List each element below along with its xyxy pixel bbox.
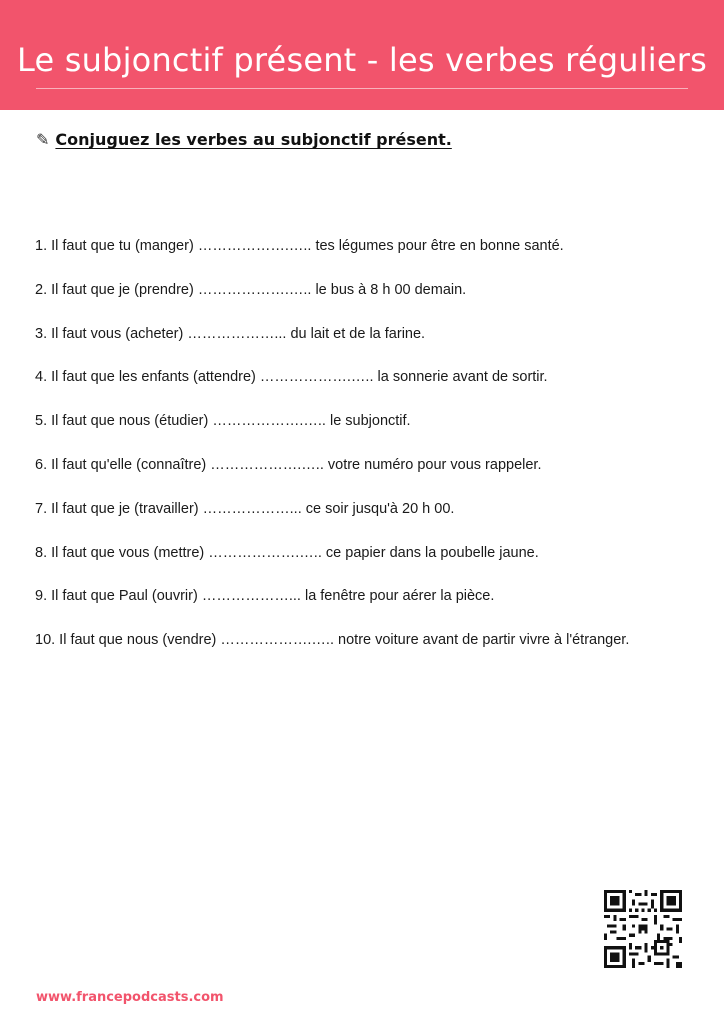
answer-blank: ………………... [201,588,301,605]
exercise-continuation: le bus à 8 h 00 demain. [315,281,467,298]
answer-blank: ……………….….. [220,632,334,649]
qr-code-icon[interactable] [604,890,682,968]
exercise-prompt: 5. Il faut que nous (étudier) [35,413,209,430]
exercise-prompt: 1. Il faut que tu (manger) [35,238,194,254]
exercise-prompt: 2. Il faut que je (prendre) [35,281,194,298]
exercise-continuation: votre numéro pour vous rappeler. [327,456,542,473]
exercise-item [35,323,695,367]
exercise-continuation: tes légumes pour être en bonne santé. [315,238,564,254]
exercise-prompt: 3. Il faut vous (acheter) [35,325,184,342]
exercise-item [35,542,695,586]
pencil-icon: ✎ [36,130,50,149]
exercise-prompt: 4. Il faut que les enfants (attendre) [35,369,256,386]
exercise-item [35,410,695,454]
exercise-item [35,279,695,323]
exercise-item [35,235,695,279]
answer-blank: ……………….….. [197,238,312,254]
answer-blank: ………………... [202,500,302,517]
answer-blank: ……………….….. [259,369,374,386]
header-banner [0,0,724,110]
answer-blank: ……………….….. [197,281,312,298]
exercise-prompt: 7. Il faut que je (travailler) [35,500,199,517]
answer-blank: ………………... [187,325,287,342]
exercise-prompt: 9. Il faut que Paul (ouvrir) [35,588,198,605]
exercise-item [35,585,695,629]
exercise-item [35,454,695,498]
header-divider [36,88,688,89]
page-title: Le subjonctif présent - les verbes réguliers [16,41,708,79]
answer-blank: ……………….….. [212,413,326,430]
exercise-continuation: le subjonctif. [329,413,411,430]
footer-website-link[interactable]: www.francepodcasts.com [36,990,224,1005]
exercise-item [35,629,695,673]
instruction-text: Conjuguez les verbes au subjonctif présent. [55,130,452,149]
exercise-prompt: 6. Il faut qu'elle (connaître) [35,456,207,473]
exercise-continuation: la fenêtre pour aérer la pièce. [304,588,495,605]
exercise-continuation: la sonnerie avant de sortir. [377,369,548,386]
exercise-continuation: notre voiture avant de partir vivre à l'étranger. [338,632,630,649]
exercise-prompt: 10. Il faut que nous (vendre) [35,632,217,649]
answer-blank: ……………….….. [208,544,322,561]
answer-blank: ……………….….. [210,456,324,473]
exercise-item [35,498,695,542]
exercise-continuation: du lait et de la farine. [290,325,426,342]
exercise-item [35,366,695,410]
instruction [36,130,452,149]
exercise-prompt: 8. Il faut que vous (mettre) [35,544,205,561]
exercise-list [35,235,695,673]
exercise-continuation: ce soir jusqu'à 20 h 00. [305,500,455,517]
exercise-continuation: ce papier dans la poubelle jaune. [325,544,539,561]
